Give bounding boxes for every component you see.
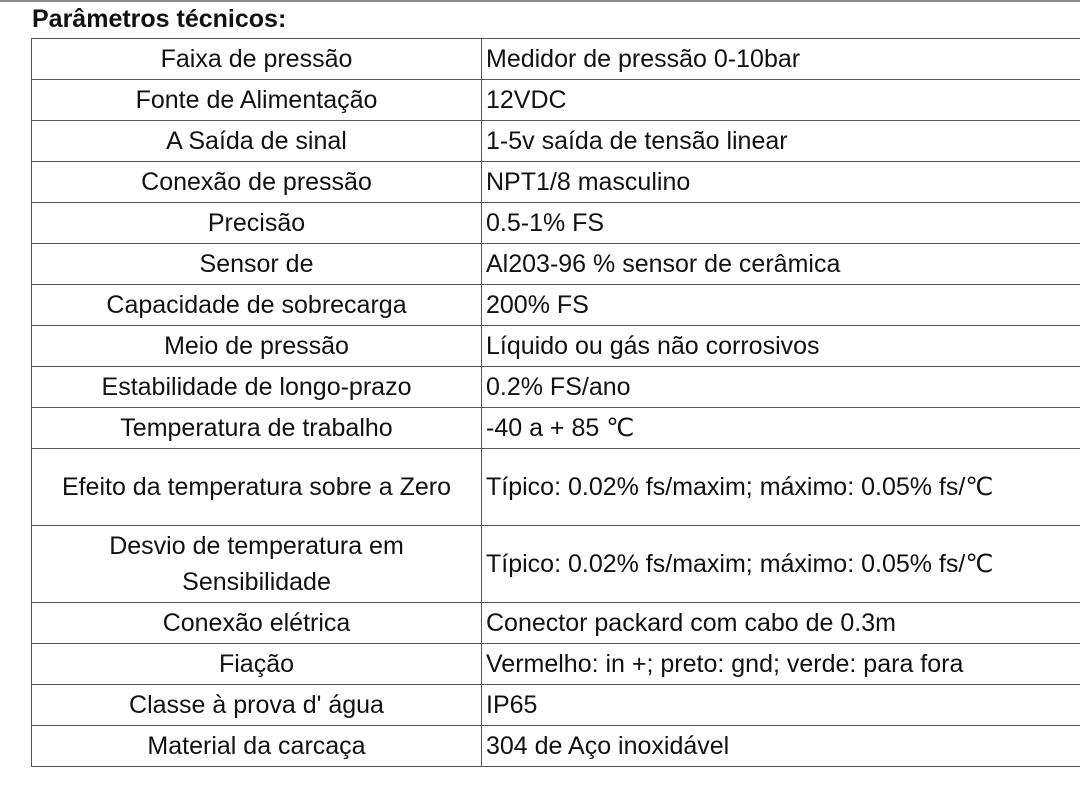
parameter-name: Capacidade de sobrecarga <box>32 285 482 326</box>
parameter-name: Efeito da temperatura sobre a Zero <box>32 449 482 526</box>
parameter-value: 1-5v saída de tensão linear <box>482 121 1080 162</box>
parameter-name: Classe à prova d' água <box>32 685 482 726</box>
parameter-name: Conexão de pressão <box>32 162 482 203</box>
parameter-value: 200% FS <box>482 285 1080 326</box>
parameter-value: 304 de Aço inoxidável <box>482 726 1080 767</box>
section-heading: Parâmetros técnicos: <box>32 5 287 33</box>
parameter-value: Al203-96 % sensor de cerâmica <box>482 244 1080 285</box>
parameter-value: Medidor de pressão 0-10bar <box>482 39 1080 80</box>
table-row <box>32 685 1080 726</box>
parameter-name: Precisão <box>32 203 482 244</box>
table-row <box>32 326 1080 367</box>
table-row <box>32 162 1080 203</box>
parameter-value: 12VDC <box>482 80 1080 121</box>
parameter-name: Conexão elétrica <box>32 603 482 644</box>
parameter-value-text: Típico: 0.02% fs/maxim; máximo: 0.05% fs/℃ <box>486 473 994 501</box>
technical-parameters-table <box>31 38 1080 767</box>
parameter-name: Estabilidade de longo-prazo <box>32 367 482 408</box>
parameter-value: IP65 <box>482 685 1080 726</box>
parameter-name: Meio de pressão <box>32 326 482 367</box>
parameter-name: Desvio de temperatura em Sensibilidade <box>32 526 482 603</box>
parameter-name: Sensor de <box>32 244 482 285</box>
parameter-name: Fiação <box>32 644 482 685</box>
parameter-value: 0.5-1% FS <box>482 203 1080 244</box>
table-row <box>32 285 1080 326</box>
parameter-value: Vermelho: in +; preto: gnd; verde: para fora <box>482 644 1080 685</box>
table-row <box>32 408 1080 449</box>
parameter-value: NPT1/8 masculino <box>482 162 1080 203</box>
table-row <box>32 603 1080 644</box>
parameter-value: Conector packard com cabo de 0.3m <box>482 603 1080 644</box>
table-row <box>32 367 1080 408</box>
table-row <box>32 121 1080 162</box>
table-row <box>32 449 1080 526</box>
parameter-value-text: Típico: 0.02% fs/maxim; máximo: 0.05% fs/℃ <box>486 550 994 578</box>
parameter-value: Líquido ou gás não corrosivos <box>482 326 1080 367</box>
table-row <box>32 726 1080 767</box>
parameter-name: Fonte de Alimentação <box>32 80 482 121</box>
parameter-value: -40 a + 85 ℃ <box>482 408 1080 449</box>
top-divider <box>0 0 1080 2</box>
table-row <box>32 203 1080 244</box>
table-row <box>32 39 1080 80</box>
parameter-name: Temperatura de trabalho <box>32 408 482 449</box>
parameter-name: Material da carcaça <box>32 726 482 767</box>
parameter-value <box>482 449 1080 526</box>
parameter-value: 0.2% FS/ano <box>482 367 1080 408</box>
table-row <box>32 526 1080 603</box>
table-row <box>32 244 1080 285</box>
parameter-name: Faixa de pressão <box>32 39 482 80</box>
parameter-value <box>482 526 1080 603</box>
table-row <box>32 644 1080 685</box>
parameter-name: A Saída de sinal <box>32 121 482 162</box>
table-row <box>32 80 1080 121</box>
